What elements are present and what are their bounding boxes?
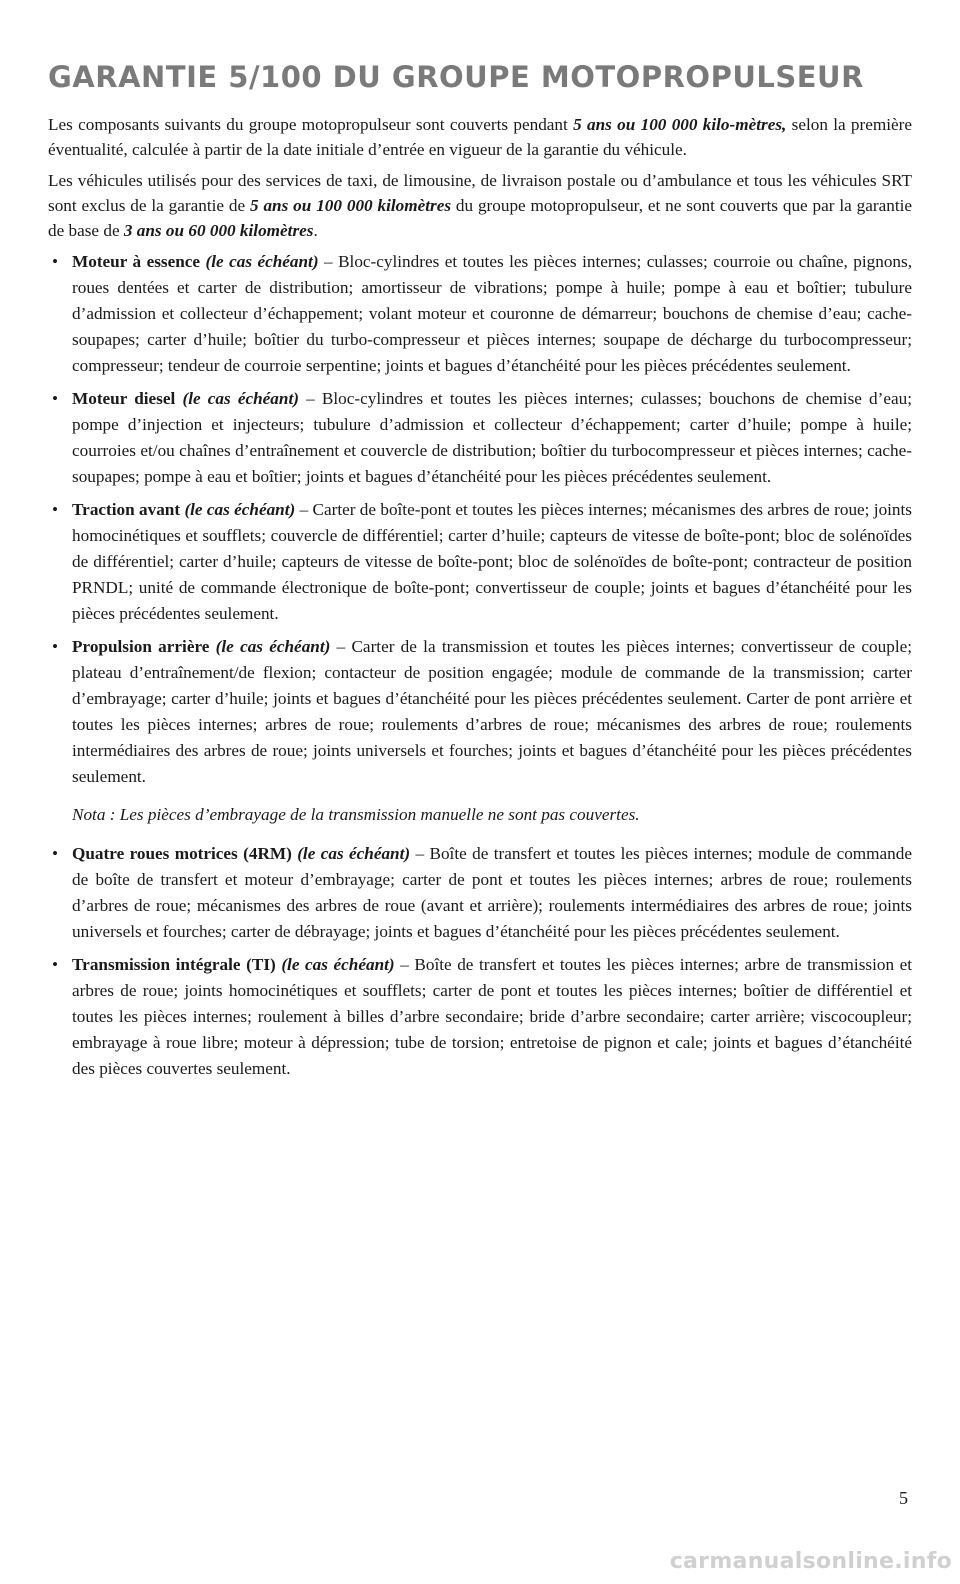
intro-text-end: selon la première éventualité, calculée à partir de la date initiale d’entrée en vigueur de la garantie du véhicule.	[48, 115, 912, 159]
item-label: Moteur à essence	[72, 252, 201, 271]
exclusion-text: Les véhicules utilisés pour des services de taxi, de limousine, de livraison postale ou d’ambulance et tous les véhicules SRT sont exclus de la garantie de	[48, 171, 912, 215]
item-qualifier: (le cas échéant)	[297, 844, 411, 863]
item-qualifier: (le cas échéant)	[281, 955, 395, 974]
basic-term-emphasis: 3 ans ou 60 000 kilomètres	[123, 221, 314, 240]
bullet: •	[52, 955, 59, 974]
page-title: GARANTIE 5/100 DU GROUPE MOTOPROPULSEUR	[48, 60, 864, 94]
bullet: •	[52, 389, 59, 408]
item-qualifier: (le cas échéant)	[182, 389, 299, 408]
item-text: – Carter de la transmission et toutes les pièces internes; convertisseur de couple; plateau d’entraînement/de flexion; contacteur de position engagée; module de commande de la transmission; carter d’embrayage; carter d’huile; joints et bagues d’étanchéité pour les pièces précédentes seulement. Carter de pont arrière et toutes les pièces internes; arbres de roue; roulements d’arbres de roue; mécanismes des arbres de roue; roulements intermédiaires des arbres de roue; joints universels et fourches; joints et bagues d’étanchéité pour les pièces précédentes seulement.	[72, 637, 913, 786]
item-text: – Carter de boîte-pont et toutes les pièces internes; mécanismes des arbres de roue; joints homocinétiques et soufflets; couvercle de différentiel; carter d’huile; capteurs de vitesse de boîte-pont; bloc de solénoïdes de différentiel; carter d’huile; capteurs de vitesse de boîte-pont; bloc de solénoïdes de boîte-pont; contracteur de position PRNDL; unité de commande électronique de boîte-pont; convertisseur de couple; joints et bagues d’étanchéité pour les pièces précédentes seulement.	[72, 500, 912, 623]
item-label: Propulsion arrière	[72, 637, 210, 656]
bullet: •	[52, 500, 59, 519]
warranty-content	[48, 112, 912, 1089]
powertrain-term-emphasis: 5 ans ou 100 000 kilomètres	[250, 196, 452, 215]
exclusion-text-mid: du groupe motopropulseur, et ne sont couverts que par la garantie de base de	[48, 196, 912, 240]
bullet: •	[52, 844, 59, 863]
watermark: carmanualsonline.info	[669, 1549, 952, 1574]
intro-term-emphasis: 5 ans ou 100 000 kilo-mètres,	[573, 115, 787, 134]
list-item	[48, 952, 912, 1082]
bullet: •	[52, 252, 59, 271]
item-text: – Boîte de transfert et toutes les pièces internes; arbre de transmission et arbres de roue; joints homocinétiques et soufflets; carter de pont et toutes les pièces internes; boîtier de différentiel et toutes les pièces internes; roulement à billes d’arbre secondaire; bride d’arbre secondaire; carter arrière; viscocoupleur; embrayage à roue libre; moteur à dépression; tube de torsion; entretoise de pignon et cale; joints et bagues d’étanchéité des pièces couvertes seulement.	[72, 955, 913, 1078]
exclusion-paragraph	[48, 168, 912, 243]
item-text: – Bloc-cylindres et toutes les pièces internes; culasses; bouchons de chemise d’eau; pompe d’injection et injecteurs; tubulure d’admission et collecteur d’échappement; carter d’huile; pompe à huile; courroies et/ou chaînes d’entraînement et couvercle de distribution; boîtier du turbocompresseur et pièces internes; cache-soupapes; pompe à eau et boîtier; joints et bagues d’étanchéité pour les pièces précédentes seulement.	[72, 389, 913, 486]
list-item	[48, 386, 912, 490]
list-item	[48, 841, 912, 945]
list-item	[48, 634, 912, 790]
item-label: Transmission intégrale (TI)	[72, 955, 276, 974]
item-label: Quatre roues motrices (4RM)	[72, 844, 292, 863]
component-list	[48, 249, 912, 790]
list-item	[48, 497, 912, 627]
manual-transmission-note: Nota : Les pièces d’embrayage de la transmission manuelle ne sont pas couvertes.	[72, 805, 640, 824]
item-label: Traction avant	[72, 500, 181, 519]
intro-paragraph	[48, 112, 912, 162]
intro-text: Les composants suivants du groupe motopropulseur sont couverts pendant	[48, 115, 574, 134]
exclusion-text-end: .	[313, 221, 318, 240]
component-list-drivetrain	[48, 841, 912, 1082]
item-text: – Bloc-cylindres et toutes les pièces internes; culasses; courroie ou chaîne, pignons, roues dentées et carter de distribution; amortisseur de vibrations; pompe à huile; pompe à eau et boîtier; tubulure d’admission et collecteur d’échappement; volant moteur et couronne de démarreur; bouchons de chemise d’eau; cache-soupapes; carter d’huile; boîtier du turbo-compresseur et pièces internes; soupape de décharge du turbocompresseur; compresseur; tendeur de courroie serpentine; joints et bagues d’étanchéité pour les pièces précédentes seulement.	[72, 252, 912, 375]
list-item	[48, 249, 912, 379]
bullet: •	[52, 637, 59, 656]
item-label: Moteur diesel	[72, 389, 176, 408]
item-qualifier: (le cas échéant)	[215, 637, 331, 656]
page-number: 5	[899, 1488, 908, 1508]
item-qualifier: (le cas échéant)	[184, 500, 296, 519]
item-text: – Boîte de transfert et toutes les pièces internes; module de commande de boîte de transfert et moteur d’embrayage; carter de pont et toutes les pièces internes; arbres de roue; roulements d’arbres de roue; mécanismes des arbres de roue (avant et arrière); roulements intermédiaires des arbres de roue; joints universels et fourches; carter de débrayage; joints et bagues d’étanchéité pour les pièces précédentes seulement.	[72, 844, 912, 941]
item-qualifier: (le cas échéant)	[205, 252, 319, 271]
